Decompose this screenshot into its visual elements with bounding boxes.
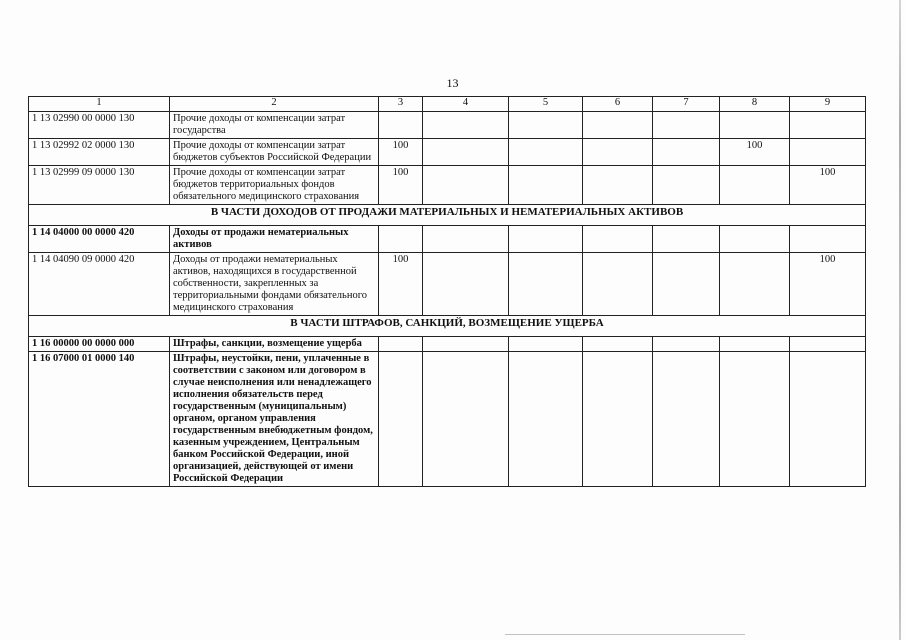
percent-cell [509,253,583,316]
column-header: 8 [720,97,790,112]
table-row [29,166,866,205]
percent-cell [653,226,720,253]
percent-cell [583,352,653,487]
percent-cell [423,226,509,253]
percent-cell [583,337,653,352]
revenue-name: Доходы от продажи нематериальных активов [170,226,379,253]
column-header: 2 [170,97,379,112]
table-row [29,139,866,166]
scan-edge-mark [505,634,745,635]
column-header: 9 [790,97,866,112]
scan-edge-shadow [899,0,901,640]
budget-code: 1 13 02992 02 0000 130 [29,139,170,166]
column-header: 6 [583,97,653,112]
percent-cell [790,226,866,253]
percent-cell [583,166,653,205]
percent-cell [720,166,790,205]
percent-cell [653,139,720,166]
percent-cell [720,337,790,352]
revenue-name: Штрафы, санкции, возмещение ущерба [170,337,379,352]
column-header: 1 [29,97,170,112]
percent-cell [720,112,790,139]
percent-cell [790,337,866,352]
percent-cell [653,112,720,139]
table-row [29,352,866,487]
percent-cell [790,352,866,487]
percent-cell [509,166,583,205]
percent-cell: 100 [379,139,423,166]
percent-cell: 100 [379,166,423,205]
percent-cell [509,139,583,166]
table-row [29,112,866,139]
column-header: 4 [423,97,509,112]
percent-cell [379,226,423,253]
revenue-name: Штрафы, неустойки, пени, уплаченные в соответствии с законом или договором в случае неисполнения или ненадлежащего исполнения обязательств перед государственным (муниципальным) органом, органом управления государственным внебюджетным фондом, казенным учреждением, Центральным банком Российской Федерации, иной организацией, действующей от имени Российской Федерации [170,352,379,487]
table-header-row [29,97,866,112]
percent-cell [423,166,509,205]
section-title: В ЧАСТИ ДОХОДОВ ОТ ПРОДАЖИ МАТЕРИАЛЬНЫХ И НЕМАТЕРИАЛЬНЫХ АКТИВОВ [29,205,866,226]
section-row [29,205,866,226]
column-header: 7 [653,97,720,112]
budget-code: 1 14 04000 00 0000 420 [29,226,170,253]
percent-cell [790,139,866,166]
percent-cell: 100 [379,253,423,316]
percent-cell [583,253,653,316]
percent-cell: 100 [720,139,790,166]
percent-cell [653,166,720,205]
percent-cell [423,139,509,166]
table-row [29,226,866,253]
percent-cell [509,337,583,352]
table-row [29,337,866,352]
percent-cell [720,352,790,487]
revenue-name: Прочие доходы от компенсации затрат бюджетов территориальных фондов обязательного медицинского страхования [170,166,379,205]
percent-cell [790,112,866,139]
percent-cell [653,253,720,316]
table-row [29,253,866,316]
revenue-name: Прочие доходы от компенсации затрат бюджетов субъектов Российской Федерации [170,139,379,166]
revenue-name: Прочие доходы от компенсации затрат государства [170,112,379,139]
percent-cell [583,226,653,253]
percent-cell [720,226,790,253]
revenue-table [28,96,866,487]
percent-cell [509,352,583,487]
percent-cell [720,253,790,316]
column-header: 3 [379,97,423,112]
percent-cell [583,139,653,166]
budget-code: 1 13 02999 09 0000 130 [29,166,170,205]
percent-cell [509,226,583,253]
budget-code: 1 14 04090 09 0000 420 [29,253,170,316]
percent-cell [379,352,423,487]
percent-cell: 100 [790,253,866,316]
percent-cell [423,337,509,352]
section-row [29,316,866,337]
percent-cell [423,352,509,487]
percent-cell: 100 [790,166,866,205]
column-header: 5 [509,97,583,112]
page-number: 13 [446,76,459,90]
budget-code: 1 16 00000 00 0000 000 [29,337,170,352]
percent-cell [423,253,509,316]
budget-code: 1 13 02990 00 0000 130 [29,112,170,139]
percent-cell [653,337,720,352]
revenue-name: Доходы от продажи нематериальных активов, находящихся в государственной собственности, закрепленных за территориальными фондами обязательного медицинского страхования [170,253,379,316]
percent-cell [509,112,583,139]
table-body [29,112,866,487]
percent-cell [653,352,720,487]
percent-cell [423,112,509,139]
percent-cell [379,337,423,352]
percent-cell [379,112,423,139]
section-title: В ЧАСТИ ШТРАФОВ, САНКЦИЙ, ВОЗМЕЩЕНИЕ УЩЕРБА [29,316,866,337]
budget-code: 1 16 07000 01 0000 140 [29,352,170,487]
percent-cell [583,112,653,139]
